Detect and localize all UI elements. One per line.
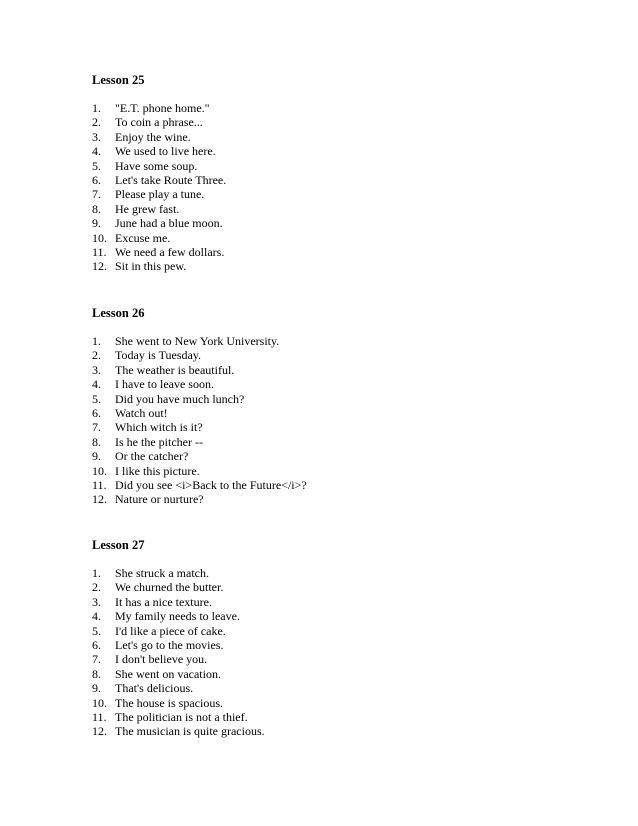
item-text: We used to live here. xyxy=(115,144,216,159)
list-item xyxy=(92,363,552,377)
item-number: 11. xyxy=(92,244,107,259)
item-number: 9. xyxy=(92,216,101,231)
list-item xyxy=(92,202,552,216)
item-number: 4. xyxy=(92,144,101,159)
item-number: 4. xyxy=(92,609,101,624)
item-text: She went on vacation. xyxy=(115,666,221,681)
item-number: 12. xyxy=(92,492,107,507)
item-text: Did you see <i>Back to the Future</i>? xyxy=(115,477,307,492)
item-text: Excuse me. xyxy=(115,230,171,245)
list-item xyxy=(92,595,552,609)
item-text: I have to leave soon. xyxy=(115,377,214,392)
item-number: 2. xyxy=(92,348,101,363)
item-number: 8. xyxy=(92,201,101,216)
item-number: 12. xyxy=(92,724,107,739)
sentence-list xyxy=(92,334,552,507)
item-number: 1. xyxy=(92,566,101,580)
list-item xyxy=(92,710,552,724)
list-item xyxy=(92,187,552,201)
item-text: The politician is not a thief. xyxy=(115,709,248,724)
item-number: 6. xyxy=(92,637,101,652)
list-item xyxy=(92,348,552,362)
lesson-26-section xyxy=(92,305,552,507)
item-number: 1. xyxy=(92,334,101,348)
item-text: She struck a match. xyxy=(115,566,209,580)
item-number: 8. xyxy=(92,434,101,449)
list-item xyxy=(92,259,552,273)
item-text: Enjoy the wine. xyxy=(115,129,191,144)
list-item xyxy=(92,245,552,259)
list-item xyxy=(92,144,552,158)
item-number: 9. xyxy=(92,681,101,696)
item-text: That's delicious. xyxy=(115,681,194,696)
list-item xyxy=(92,130,552,144)
item-text: Today is Tuesday. xyxy=(115,348,202,363)
item-text: Did you have much lunch? xyxy=(115,391,245,406)
item-number: 2. xyxy=(92,580,101,595)
item-text: Is he the pitcher -- xyxy=(115,434,203,449)
list-item xyxy=(92,696,552,710)
list-item xyxy=(92,101,552,115)
item-number: 3. xyxy=(92,129,101,144)
lesson-title: Lesson 26 xyxy=(92,306,145,320)
item-text: Which witch is it? xyxy=(115,420,203,435)
list-item xyxy=(92,652,552,666)
item-number: 7. xyxy=(92,652,101,667)
list-item xyxy=(92,580,552,594)
item-number: 12. xyxy=(92,259,107,274)
item-text: He grew fast. xyxy=(115,201,180,216)
list-item xyxy=(92,449,552,463)
item-text: She went to New York University. xyxy=(115,334,280,348)
item-text: June had a blue moon. xyxy=(115,216,223,231)
item-text: Watch out! xyxy=(115,405,168,420)
list-item xyxy=(92,435,552,449)
item-number: 6. xyxy=(92,405,101,420)
list-item xyxy=(92,681,552,695)
item-text: The house is spacious. xyxy=(115,695,223,710)
list-item xyxy=(92,478,552,492)
list-item xyxy=(92,173,552,187)
item-text: Let's take Route Three. xyxy=(115,172,227,187)
list-item xyxy=(92,667,552,681)
list-item xyxy=(92,231,552,245)
list-item xyxy=(92,420,552,434)
item-text: It has a nice texture. xyxy=(115,594,212,609)
list-item xyxy=(92,392,552,406)
list-item xyxy=(92,566,552,580)
item-number: 6. xyxy=(92,172,101,187)
item-number: 3. xyxy=(92,594,101,609)
item-text: My family needs to leave. xyxy=(115,609,240,624)
list-item xyxy=(92,216,552,230)
item-number: 5. xyxy=(92,158,101,173)
item-number: 11. xyxy=(92,709,107,724)
sentence-list xyxy=(92,101,552,274)
list-item xyxy=(92,724,552,738)
lesson-title: Lesson 27 xyxy=(92,538,145,552)
item-number: 8. xyxy=(92,666,101,681)
list-item xyxy=(92,334,552,348)
item-text: Sit in this pew. xyxy=(115,259,187,274)
item-text: We churned the butter. xyxy=(115,580,224,595)
item-number: 11. xyxy=(92,477,107,492)
item-number: 9. xyxy=(92,449,101,464)
item-number: 3. xyxy=(92,362,101,377)
list-item xyxy=(92,638,552,652)
list-item xyxy=(92,159,552,173)
list-item xyxy=(92,609,552,623)
item-number: 10. xyxy=(92,230,107,245)
lesson-27-section xyxy=(92,537,552,739)
item-text: Have some soup. xyxy=(115,158,198,173)
item-number: 10. xyxy=(92,463,107,478)
item-text: I don't believe you. xyxy=(115,652,208,667)
item-number: 7. xyxy=(92,187,101,202)
item-number: 5. xyxy=(92,623,101,638)
item-number: 2. xyxy=(92,115,101,130)
item-text: I like this picture. xyxy=(115,463,200,478)
item-text: We need a few dollars. xyxy=(115,244,225,259)
list-item xyxy=(92,377,552,391)
item-text: Please play a tune. xyxy=(115,187,205,202)
item-number: 4. xyxy=(92,377,101,392)
list-item xyxy=(92,492,552,506)
sentence-list xyxy=(92,566,552,739)
item-text: The weather is beautiful. xyxy=(115,362,235,377)
list-item xyxy=(92,624,552,638)
item-text: To coin a phrase... xyxy=(115,115,203,130)
item-text: Let's go to the movies. xyxy=(115,637,224,652)
list-item xyxy=(92,406,552,420)
lesson-25-section xyxy=(92,72,552,274)
lesson-title: Lesson 25 xyxy=(92,73,145,87)
item-number: 1. xyxy=(92,101,101,115)
item-number: 7. xyxy=(92,420,101,435)
item-text: Or the catcher? xyxy=(115,449,189,464)
list-item xyxy=(92,464,552,478)
item-text: "E.T. phone home." xyxy=(115,101,210,115)
item-text: Nature or nurture? xyxy=(115,492,204,507)
list-item xyxy=(92,115,552,129)
item-number: 5. xyxy=(92,391,101,406)
item-text: The musician is quite gracious. xyxy=(115,724,265,739)
item-number: 10. xyxy=(92,695,107,710)
item-text: I'd like a piece of cake. xyxy=(115,623,226,638)
